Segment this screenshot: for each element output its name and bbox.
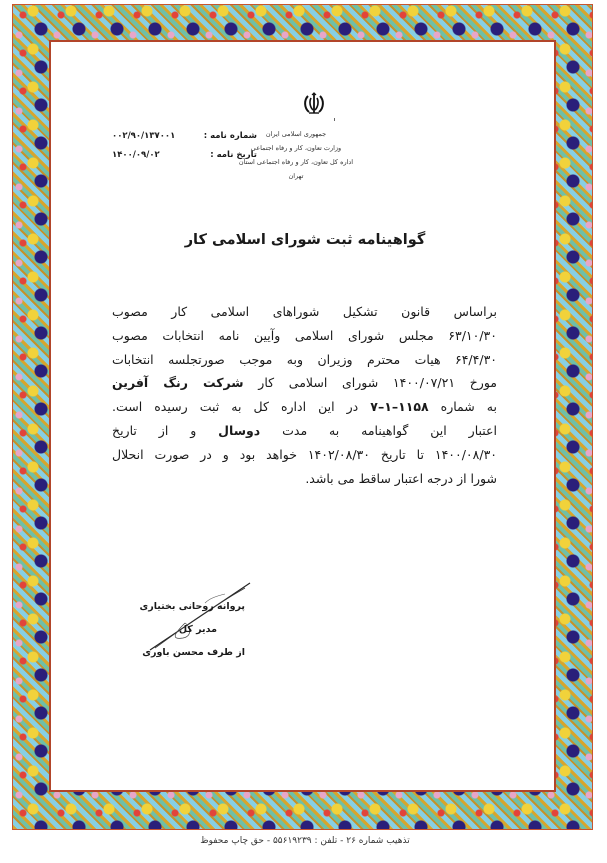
body-line-6 (112, 419, 497, 443)
letter-date-label: تاریخ نامه : (210, 150, 257, 160)
letter-date-row (112, 146, 257, 165)
registration-number: ۱۱۵۸–۱–۷ (370, 399, 429, 415)
scan-mark (334, 118, 335, 121)
letter-date-value: ۱۴۰۰/۰۹/۰۲ (112, 150, 160, 160)
ministry-line-ministry: وزارت تعاون، کار و رفاه اجتماعی (250, 144, 342, 152)
letter-number-value: ۰۰۲/۹۰/۱۳۷۰۰۱ (112, 131, 176, 141)
reference-block (112, 127, 257, 165)
body-line-5-post: در این اداره کل به ثبت رسیده است. (112, 399, 371, 415)
company-name: شرکت رنگ آفرین (112, 375, 244, 391)
body-line-7: ۱۴۰۰/۰۸/۳۰ تا تاریخ ۱۴۰۲/۰۸/۳۰ خواهد بود و در صورت انحلال (112, 446, 497, 462)
ministry-line-country: جمهوری اسلامی ایران (265, 130, 327, 138)
signature-block (120, 595, 245, 664)
signatory-position: مدیر کل (178, 624, 217, 635)
body-line-6-pre: اعتبار این گواهینامه به مدت (260, 422, 497, 438)
body-line-5 (112, 395, 497, 419)
body-line-4 (112, 371, 497, 395)
signatory-on-behalf: از طرف محسن باوری (142, 647, 245, 658)
body-line-6-post: و از تاریخ (112, 422, 219, 438)
body-line-1: براساس قانون تشکیل شوراهای اسلامی کار مصوب (112, 304, 497, 319)
signatory-name: پروانه روحانی بختیاری (139, 601, 245, 612)
certificate-body (112, 300, 497, 490)
ministry-line-office: اداره کل تعاون، کار و رفاه اجتماعی استان تهران (238, 158, 354, 180)
validity-period: دوسال (218, 422, 261, 438)
body-line-3: ۶۴/۴/۳۰ هیات محترم وزیران وبه موجب صورتجلسه انتخابات (112, 351, 497, 367)
certificate-title: گواهینامه ثبت شورای اسلامی کار (184, 232, 426, 248)
body-line-2: ۶۳/۱۰/۳۰ مجلس شورای اسلامی وآیین نامه انتخابات مصوب (112, 327, 497, 343)
letter-number-row (112, 127, 257, 146)
body-line-4-text: مورخ ۱۴۰۰/۰۷/۲۱ شورای اسلامی کار (243, 375, 497, 391)
print-footer: تذهیب شماره ۲۶ - تلفن : ۵۵۶۱۹۲۳۹ - حق چاپ محفوظ (200, 836, 410, 846)
letter-number-label: شماره نامه : (203, 131, 257, 141)
body-line-8: شورا از درجه اعتبار ساقط می باشد. (305, 470, 497, 486)
body-line-5-pre: به شماره (428, 399, 497, 415)
iran-emblem-icon (303, 92, 325, 116)
